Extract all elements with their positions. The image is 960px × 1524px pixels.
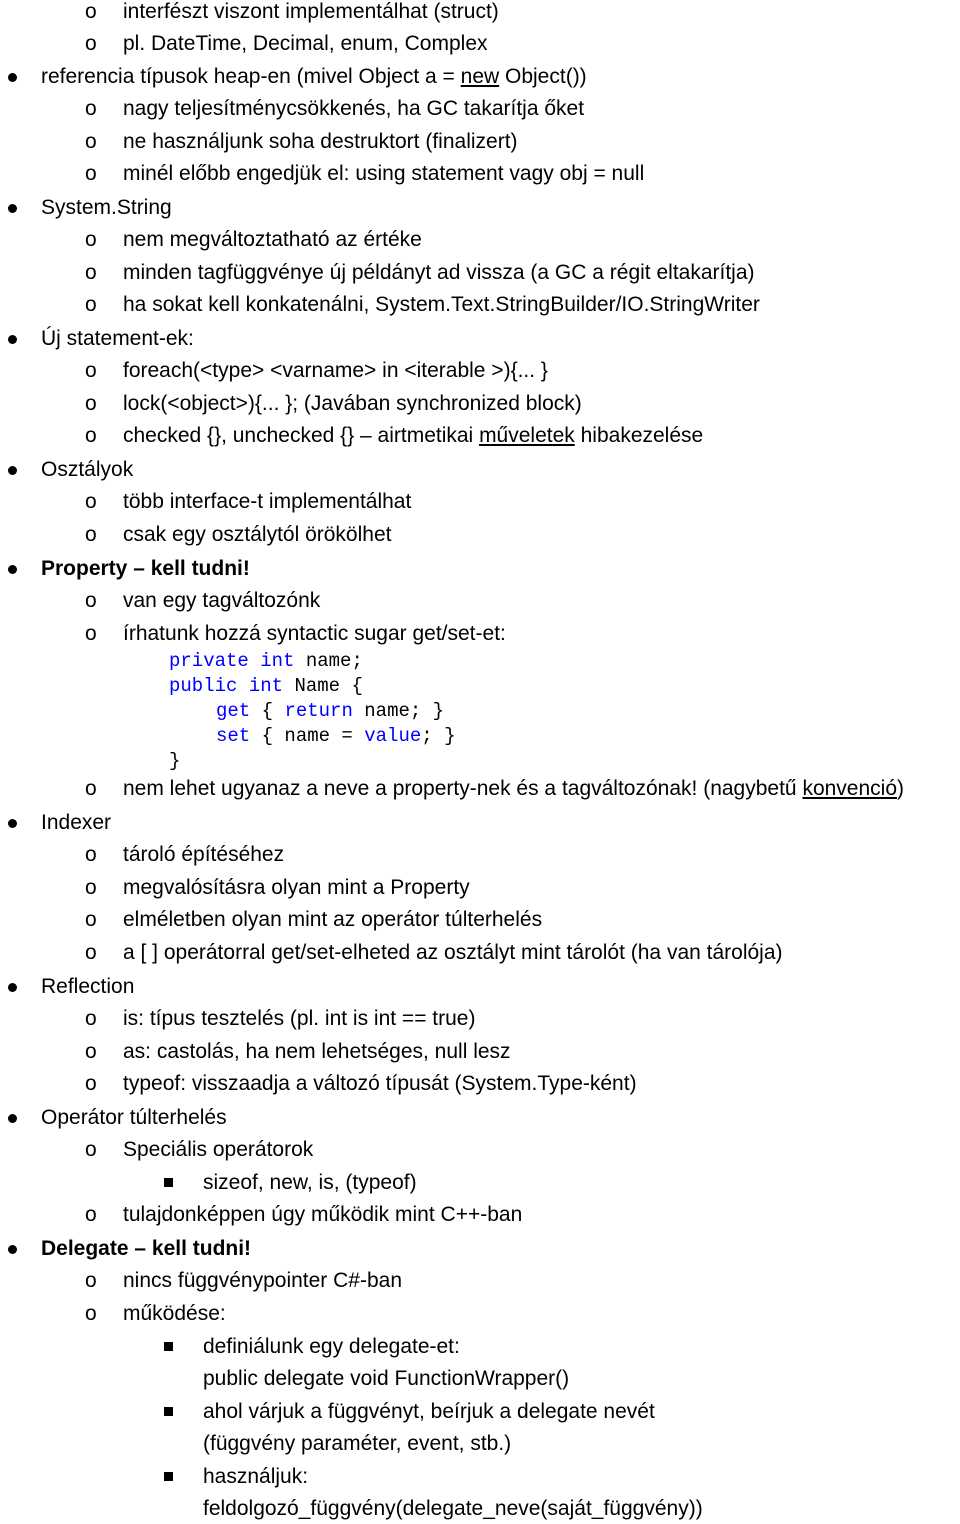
list-item <box>123 777 904 801</box>
code-text: name; } <box>352 700 445 722</box>
text-run: checked {}, unchecked {} – airtmetikai <box>123 424 480 447</box>
list-item: o minden tagfüggvénye új példányt ad vissza (a GC a régit eltakarítja) <box>123 261 755 285</box>
list-item: Osztályok <box>41 458 134 481</box>
list-item <box>123 424 703 448</box>
text-run: referencia típusok heap-en (mivel Object a = <box>41 65 461 88</box>
list-item-continuation: public delegate void FunctionWrapper() <box>203 1367 570 1390</box>
list-item-continuation: (függvény paraméter, event, stb.) <box>203 1432 512 1455</box>
code-text: { name = <box>250 725 365 747</box>
list-item: o írhatunk hozzá syntactic sugar get/set-et: <box>123 622 506 646</box>
list-item: o ha sokat kell konkatenálni, System.Text.StringBuilder/IO.StringWriter <box>123 293 760 317</box>
list-item: o a [ ] operátorral get/set-elheted az osztályt mint tárolót (ha van tárolója) <box>123 941 783 965</box>
list-item: o működése: <box>123 1302 226 1326</box>
list-item: o tároló építéséhez <box>123 843 284 867</box>
code-keyword: set <box>216 725 251 747</box>
list-item: o minél előbb engedjük el: using statement vagy obj = null <box>123 162 644 186</box>
code-keyword: private <box>169 650 249 672</box>
list-item: o interfészt viszont implementálhat (struct) <box>123 0 499 24</box>
list-item: Delegate – kell tudni! <box>41 1237 252 1260</box>
list-item: o pl. DateTime, Decimal, enum, Complex <box>123 32 488 56</box>
list-item: o foreach(<type> <varname> in <iterable >){... } <box>123 359 548 383</box>
text-run: műveletek <box>479 424 575 447</box>
code-text: ; } <box>421 725 456 747</box>
list-item: o lock(<object>){... }; (Javában synchronized block) <box>123 392 582 416</box>
code-line <box>216 699 444 723</box>
list-item: sizeof, new, is, (typeof) <box>203 1171 417 1194</box>
code-keyword: value <box>364 725 422 747</box>
code-keyword: int <box>260 650 295 672</box>
list-item: o megvalósításra olyan mint a Property <box>123 876 470 900</box>
list-item: o ne használjunk soha destruktort (finalizert) <box>123 130 518 154</box>
text-run: konvenció <box>802 777 897 800</box>
code-text: Name { <box>283 675 363 697</box>
code-text <box>237 675 248 697</box>
list-item: o tulajdonképpen úgy működik mint C++-ban <box>123 1203 522 1227</box>
text-run: hibakezelése <box>574 424 704 447</box>
list-item: Új statement-ek: <box>41 327 194 350</box>
code-text: { <box>250 700 285 722</box>
list-item-continuation: feldolgozó_függvény(delegate_neve(saját_függvény)) <box>203 1497 703 1520</box>
code-keyword: get <box>216 700 251 722</box>
list-item: definiálunk egy delegate-et: <box>203 1335 460 1358</box>
list-item: használjuk: <box>203 1465 309 1488</box>
list-item: Indexer <box>41 811 112 834</box>
list-item: o Speciális operátorok <box>123 1138 313 1162</box>
code-keyword: return <box>284 700 353 722</box>
list-item: o elméletben olyan mint az operátor túlterhelés <box>123 908 542 932</box>
list-item: o több interface-t implementálhat <box>123 490 411 514</box>
list-item: o is: típus tesztelés (pl. int is int == true) <box>123 1007 475 1031</box>
list-item: Operátor túlterhelés <box>41 1106 227 1129</box>
list-item <box>41 65 587 89</box>
list-item: Reflection <box>41 975 135 998</box>
text-run: ) <box>897 777 904 800</box>
list-item: Property – kell tudni! <box>41 557 250 580</box>
list-item: ahol várjuk a függvényt, beírjuk a delegate nevét <box>203 1400 655 1423</box>
list-item: o csak egy osztálytól örökölhet <box>123 523 391 547</box>
code-keyword: int <box>248 675 284 697</box>
list-item: o van egy tagváltozónk <box>123 589 320 613</box>
list-item: o typeof: visszaadja a változó típusát (System.Type-ként) <box>123 1072 637 1096</box>
code-text <box>249 650 260 672</box>
list-item: o nincs függvénypointer C#-ban <box>123 1269 402 1293</box>
code-line <box>169 674 363 698</box>
list-item: o as: castolás, ha nem lehetséges, null lesz <box>123 1040 511 1064</box>
code-text: name; <box>294 650 363 672</box>
list-item: o nagy teljesítménycsökkenés, ha GC takarítja őket <box>123 97 584 121</box>
list-item: o nem megváltoztatható az értéke <box>123 228 422 252</box>
code-line: } <box>169 750 181 772</box>
code-keyword: public <box>169 675 238 697</box>
list-item: System.String <box>41 196 172 219</box>
code-line <box>169 649 363 673</box>
text-run: new <box>460 65 500 88</box>
code-line <box>216 724 455 748</box>
text-run: Object()) <box>499 65 587 88</box>
text-run: nem lehet ugyanaz a neve a property-nek és a tagváltozónak! (nagybetű <box>123 777 803 800</box>
